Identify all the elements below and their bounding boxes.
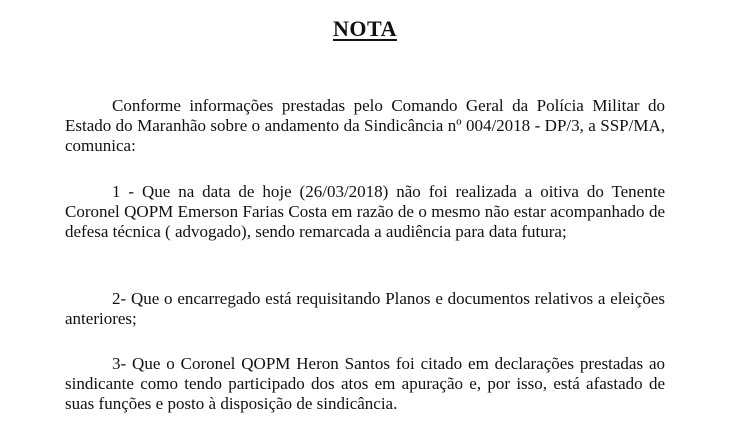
- paragraph-intro: Conforme informações prestadas pelo Comando Geral da Polícia Militar do Estado do Maranhão sobre o andamento da Sindicância nº 004/2018 - DP/3, a SSP/MA, comunica:: [65, 96, 665, 155]
- paragraph-item-1: 1 - Que na data de hoje (26/03/2018) não foi realizada a oitiva do Tenente Coronel QOPM Emerson Farias Costa em razão de o mesmo não estar acompanhado de defesa técnica ( advogado), sendo remarcada a audiência para data futura;: [65, 182, 665, 241]
- paragraph-item-3: 3- Que o Coronel QOPM Heron Santos foi citado em declarações prestadas ao sindicante como tendo participado dos atos em apuração e, por isso, está afastado de suas funções e posto à disposição de sindicância.: [65, 354, 665, 413]
- document-title: [0, 16, 730, 42]
- paragraph-item-2: 2- Que o encarregado está requisitando Planos e documentos relativos a eleições anteriores;: [65, 289, 665, 328]
- document-title-text: NOTA: [333, 16, 397, 41]
